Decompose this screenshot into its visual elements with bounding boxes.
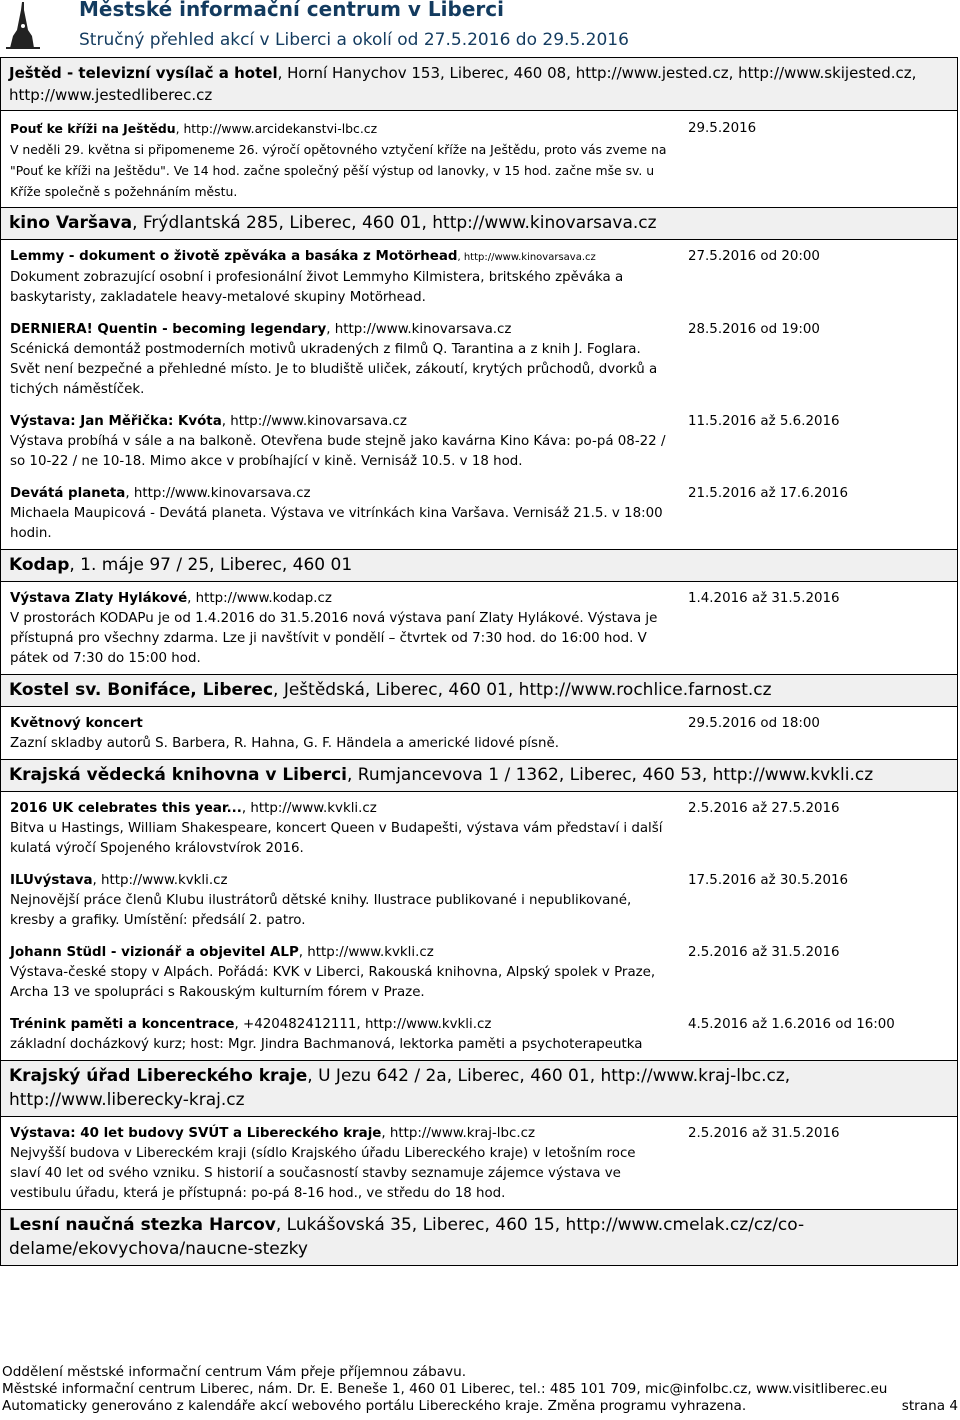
- venue-header: [1, 1210, 957, 1265]
- event-body: [1, 247, 670, 308]
- event-body: [1, 799, 670, 859]
- venue-section: [0, 1061, 958, 1210]
- venue-section: [0, 57, 958, 208]
- event-description: Nejnovější práce členů Klubu ilustrátorů dětské knihy. Ilustrace publikované i nepublikované, kresby a grafiky. Umístění: předsálí 2. patro.: [10, 893, 632, 928]
- event-date: 28.5.2016 od 19:00: [688, 322, 820, 337]
- event-description: Zazní skladby autorů S. Barbera, R. Hahna, G. F. Händela a americké lidové písně.: [10, 736, 559, 751]
- event-url[interactable]: , http://www.arcidekanstvi-lbc.cz: [175, 121, 378, 136]
- event-row: [1, 1015, 957, 1055]
- event-row: [1, 320, 957, 400]
- event-list: [1, 239, 957, 549]
- event-date: 2.5.2016 až 31.5.2016: [688, 945, 840, 960]
- venue-section: [0, 208, 958, 550]
- event-body: [1, 412, 670, 472]
- liberec-logo-icon: [2, 0, 44, 50]
- venue-name: Krajský úřad Libereckého kraje: [9, 1066, 308, 1086]
- venue-name: Ještěd - televizní vysílač a hotel: [9, 64, 278, 82]
- venue-section: [0, 550, 958, 675]
- event-row: [1, 589, 957, 669]
- venue-name: Kostel sv. Bonifáce, Liberec: [9, 680, 274, 700]
- event-description: Dokument zobrazující osobní i profesionální život Lemmyho Kilmistera, britského zpěváka a baskytaristy, zakladatele heavy-metalové skupiny Motörhead.: [10, 270, 624, 305]
- page-number: strana 4: [901, 1398, 958, 1414]
- venue-address: , Lukášovská 35, Liberec, 460 15, http://www.cmelak.cz/cz/co-delame/ekovychova/naucne-stezky: [9, 1215, 805, 1259]
- event-date: 21.5.2016 až 17.6.2016: [688, 486, 849, 501]
- event-date: 29.5.2016: [688, 121, 757, 136]
- event-row: [1, 247, 957, 308]
- event-title: Johann Stüdl - vizionář a objevitel ALP: [10, 945, 299, 960]
- event-list: [1, 110, 957, 207]
- venue-address: , 1. máje 97 / 25, Liberec, 460 01: [69, 555, 353, 575]
- event-date: 17.5.2016 až 30.5.2016: [688, 873, 849, 888]
- event-row: [1, 484, 957, 544]
- venue-header: [1, 760, 957, 791]
- event-description: Nejvyšší budova v Libereckém kraji (sídlo Krajského úřadu Libereckého kraje) v letošním roce slaví 40 let od svého vzniku. S historií a současností stavby seznamuje zájemce výstava ve vestibulu úřadu, která je přístupná: po-pá 8-16 hod., ve středu do 18 hod.: [10, 1146, 636, 1201]
- event-title: Výstava Zlaty Hylákové: [10, 591, 188, 606]
- event-row: [1, 943, 957, 1003]
- event-url[interactable]: , http://www.kvkli.cz: [241, 801, 377, 816]
- venue-name: Kodap: [9, 555, 70, 575]
- venue-address: , Ještědská, Liberec, 460 01, http://www.rochlice.farnost.cz: [273, 680, 772, 700]
- event-body: [1, 589, 670, 669]
- venue-header: [1, 675, 957, 706]
- venue-header: [1, 550, 957, 581]
- event-title: Květnový koncert: [10, 716, 143, 731]
- event-body: [1, 118, 670, 202]
- event-date: 27.5.2016 od 20:00: [688, 249, 820, 264]
- event-title: Devátá planeta: [10, 486, 126, 501]
- event-url[interactable]: , http://www.kvkli.cz: [92, 873, 228, 888]
- event-date: 29.5.2016 od 18:00: [688, 716, 820, 731]
- venue-header: [1, 208, 957, 239]
- event-list: [1, 1116, 957, 1209]
- event-row: [1, 1124, 957, 1204]
- event-url[interactable]: , http://www.kodap.cz: [187, 591, 332, 606]
- event-title: Lemmy - dokument o životě zpěváka a basáka z Motörhead: [10, 249, 458, 264]
- venue-name: kino Varšava: [9, 213, 133, 233]
- page-subtitle: Stručný přehled akcí v Liberci a okolí od 27.5.2016 do 29.5.2016: [79, 30, 629, 50]
- event-url[interactable]: , http://www.kinovarsava.cz: [457, 252, 596, 263]
- venue-address: , Horní Hanychov 153, Liberec, 460 08, http://www.jested.cz, http://www.skijested.cz, http://www.jestedliberec.cz: [9, 64, 917, 104]
- event-title: 2016 UK celebrates this year...: [10, 801, 242, 816]
- event-url[interactable]: , http://www.kinovarsava.cz: [221, 414, 407, 429]
- event-date: 2.5.2016 až 31.5.2016: [688, 1126, 840, 1141]
- event-title: Trénink paměti a koncentrace: [10, 1017, 235, 1032]
- event-row: [1, 871, 957, 931]
- venue-header: [1, 58, 957, 110]
- venue-name: Krajská vědecká knihovna v Liberci: [9, 765, 347, 785]
- footer-disclaimer-row: [2, 1398, 958, 1415]
- event-body: [1, 484, 670, 544]
- footer-contact: Městské informační centrum Liberec, nám. Dr. E. Beneše 1, 460 01 Liberec, tel.: 485 101 709, mic@infolbc.cz, www.visitliberec.eu: [2, 1381, 888, 1397]
- page-header: [0, 0, 960, 55]
- event-row: [1, 412, 957, 472]
- event-description: Michaela Maupicová - Devátá planeta. Výstava ve vitrínkách kina Varšava. Vernisáž 21.5. v 18:00 hodin.: [10, 506, 663, 541]
- event-url[interactable]: , http://www.kraj-lbc.cz: [381, 1126, 536, 1141]
- event-description: V prostorách KODAPu je od 1.4.2016 do 31.5.2016 nová výstava paní Zlaty Hylákové. Výstava je přístupná pro všechny zdarma. Lze ji navštívit v pondělí – čtvrtek od 7:30 hod. do 16:00 hod. V pátek od 7:30 do 15:00 hod.: [10, 611, 658, 666]
- page-title: Městské informační centrum v Liberci: [79, 0, 504, 21]
- event-title: DERNIERA! Quentin - becoming legendary: [10, 322, 327, 337]
- event-description: základní docházkový kurz; host: Mgr. Jindra Bachmanová, lektorka paměti a psychoterapeutka: [10, 1037, 643, 1052]
- footer-disclaimer: Automaticky generováno z kalendáře akcí webového portálu Libereckého kraje. Změna programu vyhrazena.: [2, 1398, 747, 1414]
- venue-name: Lesní naučná stezka Harcov: [9, 1215, 276, 1235]
- venue-header: [1, 1061, 957, 1116]
- venue-section: [0, 675, 958, 760]
- venue-address: , U Jezu 642 / 2a, Liberec, 460 01, http://www.kraj-lbc.cz, http://www.liberecky-kraj.cz: [9, 1066, 791, 1110]
- event-url[interactable]: , +420482412111, http://www.kvkli.cz: [234, 1017, 492, 1032]
- event-row: [1, 118, 957, 202]
- event-row: [1, 799, 957, 859]
- event-list: [1, 581, 957, 674]
- venue-list: [0, 57, 958, 1266]
- event-body: [1, 1015, 670, 1055]
- footer-greeting: Oddělení městské informační centrum Vám přeje příjemnou zábavu.: [2, 1364, 467, 1380]
- event-row: [1, 714, 957, 754]
- event-description: Výstava-české stopy v Alpách. Pořádá: KVK v Liberci, Rakouská knihovna, Alpský spolek v Praze, Archa 13 ve spolupráci s Rakouským kulturním fórem v Praze.: [10, 965, 656, 1000]
- event-body: [1, 1124, 670, 1204]
- event-title: Výstava: Jan Měřička: Kvóta: [10, 414, 222, 429]
- event-list: [1, 706, 957, 759]
- event-body: [1, 714, 670, 754]
- event-url[interactable]: , http://www.kvkli.cz: [298, 945, 434, 960]
- venue-address: , Rumjancevova 1 / 1362, Liberec, 460 53, http://www.kvkli.cz: [347, 765, 874, 785]
- event-description: Bitva u Hastings, William Shakespeare, koncert Queen v Budapešti, výstava vám představí i další kulatá výročí Spojeného královstvírok 2016.: [10, 821, 663, 856]
- venue-section: [0, 760, 958, 1061]
- event-body: [1, 320, 670, 400]
- event-description: Scénická demontáž postmoderních motivů ukradených z filmů Q. Tarantina a z knih J. Foglara. Svět není bezpečné a přehledné místo. Je to bludiště uliček, zákoutí, krytých průchodů, dvorků a tichých náměstíček.: [10, 342, 658, 397]
- event-title: ILUvýstava: [10, 873, 93, 888]
- event-date: 2.5.2016 až 27.5.2016: [688, 801, 840, 816]
- venue-address: , Frýdlantská 285, Liberec, 460 01, http://www.kinovarsava.cz: [132, 213, 657, 233]
- event-url[interactable]: , http://www.kinovarsava.cz: [125, 486, 311, 501]
- event-description: Výstava probíhá v sále a na balkoně. Otevřena bude stejně jako kavárna Kino Káva: po-pá 08-22 / so 10-22 / ne 10-18. Mimo akce v probíhající v kině. Vernisáž 10.5. v 18 hod.: [10, 434, 666, 469]
- event-description: V neděli 29. května si připomeneme 26. výročí opětovného vztyčení kříže na Ještědu, proto vás zveme na "Pouť ke kříži na Ještědu". Ve 14 hod. začne společný pěší výstup od lanovky, v 15 hod. začne mše sv. u Kříže společně s požehnáním městu.: [10, 142, 667, 199]
- event-title: Výstava: 40 let budovy SVÚT a Libereckého kraje: [10, 1126, 382, 1141]
- event-list: [1, 791, 957, 1060]
- event-body: [1, 943, 670, 1003]
- venue-section: [0, 1210, 958, 1266]
- event-title: Pouť ke kříži na Ještědu: [10, 121, 176, 136]
- event-date: 11.5.2016 až 5.6.2016: [688, 414, 840, 429]
- event-date: 4.5.2016 až 1.6.2016 od 16:00: [688, 1017, 895, 1032]
- page-footer: [2, 1364, 958, 1415]
- event-url[interactable]: , http://www.kinovarsava.cz: [326, 322, 512, 337]
- event-body: [1, 871, 670, 931]
- event-date: 1.4.2016 až 31.5.2016: [688, 591, 840, 606]
